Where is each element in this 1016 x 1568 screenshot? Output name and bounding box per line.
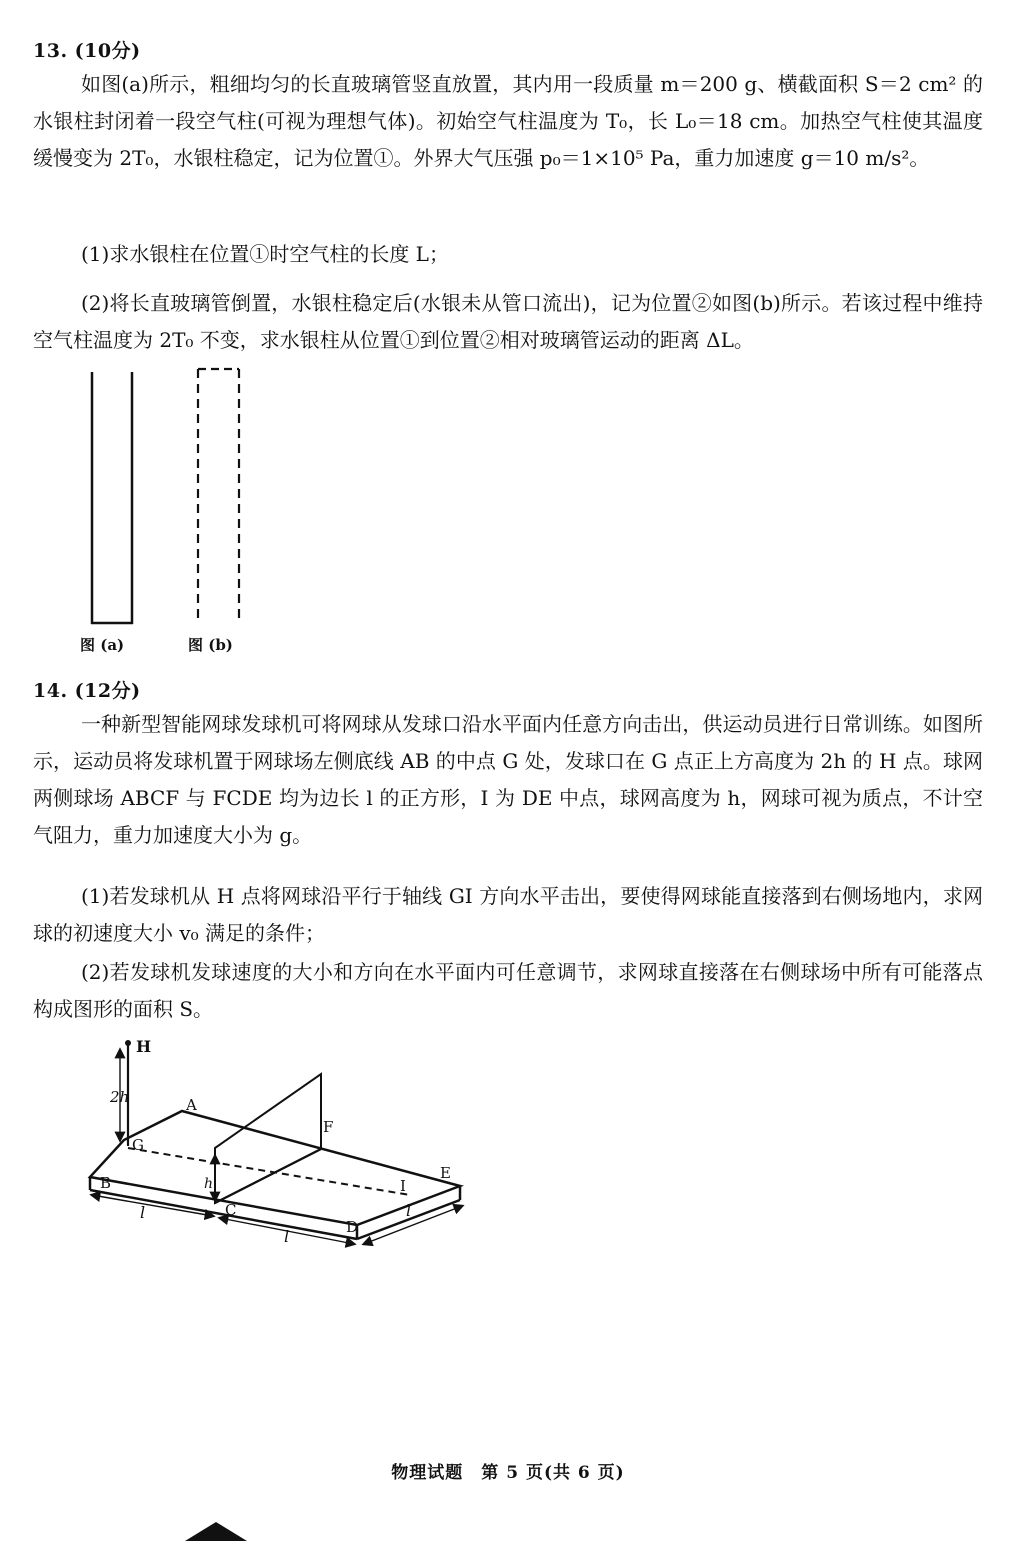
figure-b-tube [188, 365, 252, 629]
label-2h: 2h [110, 1088, 130, 1106]
q13-intro: 如图(a)所示，粗细均匀的长直玻璃管竖直放置，其内用一段质量 m＝200 g、横截面积 S＝2 cm² 的水银柱封闭着一段空气柱(可视为理想气体)。初始空气柱温度为 T₀，长 L₀＝18 cm。加热空气柱使其温度缓慢变为 2T₀，水银柱稳定，记为位置①。外界大气压强 p₀＝1×10⁵ Pa，重力加速度 g＝10 m/s²。 [33, 72, 983, 170]
q13-part1: (1)求水银柱在位置①时空气柱的长度 L； [81, 242, 449, 266]
point-h-dot [125, 1040, 131, 1046]
label-c: C [225, 1201, 237, 1219]
dim-l-de [364, 1206, 462, 1244]
dim-l-bc [92, 1195, 213, 1216]
q14-part1: (1)若发球机从 H 点将网球沿平行于轴线 GI 方向水平击出，要使得网球能直接落到右侧场地内，求网球的初速度大小 v₀ 满足的条件； [33, 884, 983, 945]
label-h-point: H [136, 1037, 152, 1056]
figure-a-caption: 图 (a) [80, 636, 125, 654]
net-plane [215, 1074, 321, 1203]
q14-intro: 一种新型智能网球发球机可将网球从发球口沿水平面内任意方向击出，供运动员进行日常训练。如图所示，运动员将发球机置于网球场左侧底线 AB 的中点 G 处，发球口在 G 点正上方高度为 2h 的 H 点。球网两侧球场 ABCF 与 FCDE 均为边长 l 的正方形，I 为 DE 中点，球网高度为 h，网球可视为质点，不计空气阻力，重力加速度大小为 g。 [33, 712, 983, 847]
label-l-cd: l [284, 1227, 290, 1246]
label-i: I [400, 1177, 406, 1195]
label-d: D [346, 1218, 359, 1236]
label-f: F [323, 1118, 334, 1136]
q13-header: 13. (10分) [33, 40, 141, 62]
q14-header: 14. (12分) [33, 680, 141, 702]
label-l-de: l [406, 1201, 412, 1220]
label-e: E [440, 1164, 451, 1182]
up-arrow-icon [183, 1520, 249, 1544]
axis-gi-dashed [128, 1148, 410, 1195]
q14-part2: (2)若发球机发球速度的大小和方向在水平面内可任意调节，求网球直接落在右侧球场中所有可能落点构成图形的面积 S。 [33, 960, 983, 1021]
label-g: G [132, 1136, 144, 1154]
label-h-net: h [204, 1176, 214, 1192]
tennis-court-figure [70, 1030, 490, 1260]
label-a: A [186, 1096, 197, 1114]
label-l-bc: l [140, 1203, 146, 1222]
court-edge-front [90, 1190, 357, 1239]
court-top-outline [90, 1111, 460, 1225]
page-footer: 物理试题 第 5 页(共 6 页) [391, 1463, 625, 1483]
label-b: B [100, 1174, 112, 1192]
figure-b-caption: 图 (b) [188, 636, 233, 654]
q13-part2: (2)将长直玻璃管倒置，水银柱稳定后(水银未从管口流出)，记为位置②如图(b)所示。若该过程中维持空气柱温度为 2T₀ 不变，求水银柱从位置①到位置②相对玻璃管运动的距离 ΔL。 [33, 291, 983, 352]
figure-a-tube [80, 368, 150, 628]
